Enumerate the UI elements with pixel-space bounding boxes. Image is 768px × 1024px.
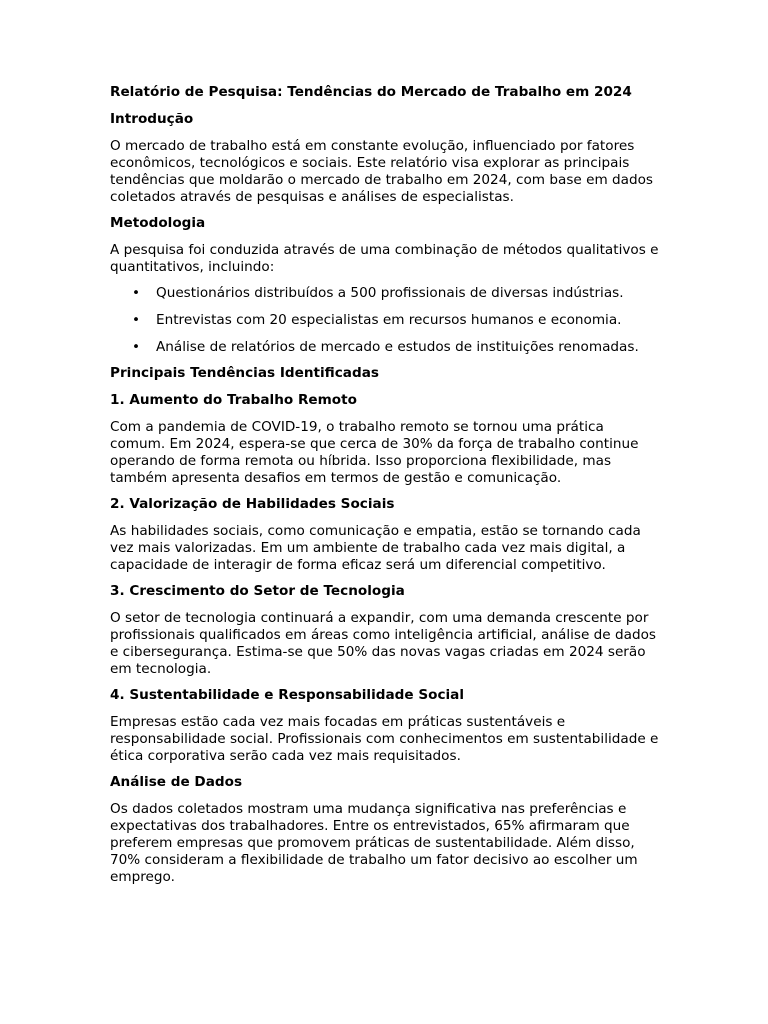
trends-section [110,365,662,765]
document-title: Relatório de Pesquisa: Tendências do Mercado de Trabalho em 2024 [110,84,632,100]
trend-heading: 4. Sustentabilidade e Responsabilidade Social [110,687,464,703]
trend-paragraph: Com a pandemia de COVID-19, o trabalho remoto se tornou uma prática comum. Em 2024, espera-se que cerca de 30% da força de trabalho continue operando de forma remota ou híbrida. Isso proporciona flexibilidade, mas também apresenta desafios em termos de gestão e comunicação. [110,419,639,486]
methodology-list [110,285,662,356]
document-page [110,84,662,895]
list-item [110,312,662,329]
methodology-paragraph: A pesquisa foi conduzida através de uma combinação de métodos qualitativos e quantitativos, incluindo: [110,242,659,275]
list-item [110,339,662,356]
bullet-icon: • [132,339,141,355]
introduction-paragraph: O mercado de trabalho está em constante evolução, influenciado por fatores econômicos, tecnológicos e sociais. Este relatório visa explorar as principais tendências que moldarão o mercado de trabalho em 2024, com base em dados coletados através de pesquisas e análises de especialistas. [110,138,653,205]
trend-heading: 1. Aumento do Trabalho Remoto [110,392,357,408]
list-item-text: Entrevistas com 20 especialistas em recursos humanos e economia. [156,312,622,328]
trend-heading: 3. Crescimento do Setor de Tecnologia [110,583,405,599]
introduction-heading: Introdução [110,111,194,127]
trend-paragraph: As habilidades sociais, como comunicação e empatia, estão se tornando cada vez mais valorizadas. Em um ambiente de trabalho cada vez mais digital, a capacidade de interagir de forma eficaz será um diferencial competitivo. [110,523,641,573]
list-item [110,285,662,302]
data-analysis-paragraph: Os dados coletados mostram uma mudança significativa nas preferências e expectativas dos trabalhadores. Entre os entrevistados, 65% afirmaram que preferem empresas que promovem práticas de sustentabilidade. Além disso, 70% consideram a flexibilidade de trabalho um fator decisivo ao escolher um emprego. [110,801,638,885]
list-item-text: Questionários distribuídos a 500 profissionais de diversas indústrias. [156,285,624,301]
methodology-heading: Metodologia [110,215,206,231]
trend-heading: 2. Valorização de Habilidades Sociais [110,496,395,512]
bullet-icon: • [132,285,141,301]
trends-heading: Principais Tendências Identificadas [110,365,379,381]
data-analysis-heading: Análise de Dados [110,774,243,790]
list-item-text: Análise de relatórios de mercado e estudos de instituições renomadas. [156,339,639,355]
bullet-icon: • [132,312,141,328]
trend-paragraph: O setor de tecnologia continuará a expandir, com uma demanda crescente por profissionais qualificados em áreas como inteligência artificial, análise de dados e cibersegurança. Estima-se que 50% das novas vagas criadas em 2024 serão em tecnologia. [110,610,656,677]
data-analysis-section [110,774,662,886]
trend-paragraph: Empresas estão cada vez mais focadas em práticas sustentáveis e responsabilidade social. Profissionais com conhecimentos em sustentabilidade e ética corporativa serão cada vez mais requisitados. [110,714,659,764]
methodology-section [110,215,662,356]
introduction-section [110,111,662,206]
